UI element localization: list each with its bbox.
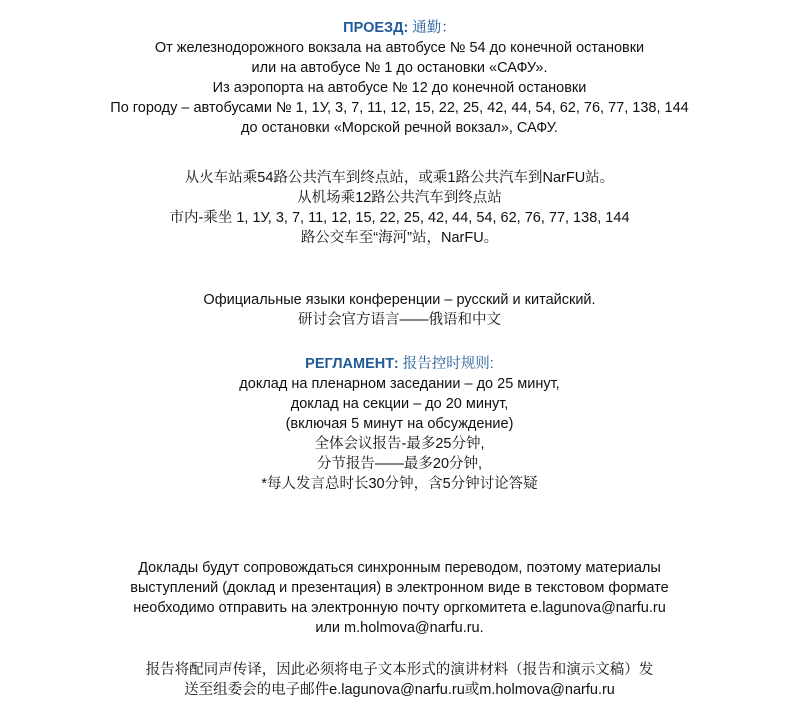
reglament-line-6: *每人发言总时长30分钟，含5分钟讨论答疑 <box>261 476 538 492</box>
translation-cn-section <box>0 660 799 700</box>
translation-line-1: Доклады будут сопровождаться синхронным переводом, поэтому материалы <box>138 560 661 576</box>
translation-line-4: или m.holmova@narfu.ru. <box>315 620 484 636</box>
proezd-heading <box>0 18 799 38</box>
proezd-section <box>0 18 799 138</box>
translation-line-2: выступлений (доклад и презентация) в электронном виде в текстовом формате <box>130 580 669 596</box>
reglament-line-5: 分节报告——最多20分钟, <box>316 456 483 472</box>
proezd-line-4: По городу – автобусами № 1, 1У, 3, 7, 11, 12, 15, 22, 25, 42, 44, 54, 62, 76, 77, 138, 144 <box>110 100 689 116</box>
reglament-heading-cn: 报告控时规则: <box>398 356 494 372</box>
translation-line-3: необходимо отправить на электронную почту оргкомитета e.lagunova@narfu.ru <box>133 600 666 616</box>
proezd-cn-section <box>0 168 799 248</box>
reglament-line-1: доклад на пленарном заседании – до 25 минут, <box>239 376 560 392</box>
proezd-heading-ru: ПРОЕЗД: <box>343 20 409 36</box>
languages-line-ru: Официальные языки конференции – русский и китайский. <box>203 292 596 308</box>
proezd-cn-line-3: 市内-乘坐 1, 1У, 3, 7, 11, 12, 15, 22, 25, 42, 44, 54, 62, 76, 77, 138, 144 <box>169 210 630 226</box>
reglament-line-3: (включая 5 минут на обсуждение) <box>285 416 514 432</box>
reglament-heading-ru: РЕГЛАМЕНТ: <box>305 356 399 372</box>
translation-section <box>0 558 799 638</box>
reglament-section <box>0 354 799 494</box>
proezd-line-2: или на автобусе № 1 до остановки «САФУ». <box>251 60 548 76</box>
reglament-line-2: доклад на секции – до 20 минут, <box>290 396 509 412</box>
proezd-line-3: Из аэропорта на автобусе № 12 до конечной остановки <box>212 80 587 96</box>
proezd-cn-line-1: 从火车站乘54路公共汽车到终点站，或乘1路公共汽车到NarFU站。 <box>184 170 615 186</box>
proezd-cn-line-2: 从机场乘12路公共汽车到终点站 <box>297 190 502 206</box>
proezd-heading-cn: 通勤： <box>408 20 456 36</box>
translation-cn-line-1: 报告将配同声传译，因此必须将电子文本形式的演讲材料（报告和演示文稿）发 <box>145 662 654 678</box>
reglament-heading <box>0 354 799 374</box>
languages-section <box>0 290 799 330</box>
languages-line-cn: 研讨会官方语言——俄语和中文 <box>298 312 501 328</box>
proezd-line-5: до остановки «Морской речной вокзал», САФУ. <box>241 120 558 136</box>
proezd-cn-line-4: 路公交车至“海河”站，NarFU。 <box>300 230 499 246</box>
proezd-line-1: От железнодорожного вокзала на автобусе № 54 до конечной остановки <box>154 40 645 56</box>
translation-cn-line-2: 送至组委会的电子邮件e.lagunova@narfu.ru或m.holmova@narfu.ru <box>184 682 615 698</box>
reglament-line-4: 全体会议报告-最多25分钟, <box>314 436 485 452</box>
